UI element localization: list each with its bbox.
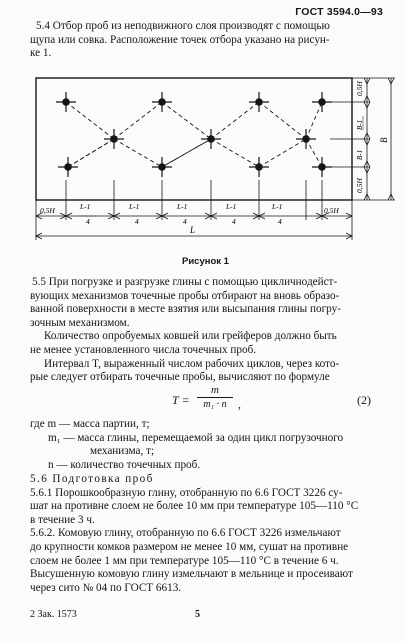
sampling-point bbox=[201, 129, 221, 149]
text-line: Количество опробуемых ковшей или грейферов должно быть bbox=[44, 330, 337, 343]
text-line: где m — масса партии, т; bbox=[30, 418, 150, 430]
section-5-6 bbox=[30, 473, 385, 595]
dim-label: 0,5H bbox=[355, 81, 364, 96]
formula-comma: , bbox=[238, 397, 241, 411]
intro-paragraph bbox=[30, 20, 385, 61]
text-line: Высушенную комовую глину измельчают в мельнице и просеивают bbox=[30, 568, 353, 581]
where-block bbox=[30, 418, 385, 472]
text-line: рые следует отбирать точечные пробы, вычисляют по формуле bbox=[30, 371, 330, 384]
formula-lhs: T = bbox=[172, 393, 190, 407]
text-line: щупа или совка. Расположение точек отбора указано на рисун- bbox=[30, 33, 330, 46]
dim-label: 4 bbox=[86, 217, 90, 226]
sampling-point bbox=[56, 92, 76, 112]
dim-label: B-1 bbox=[356, 119, 364, 130]
text-line: до крупности комков размером не менее 10 мм, сушат на противне bbox=[30, 540, 349, 553]
sampling-point bbox=[312, 157, 332, 177]
dim-label: 0,5H bbox=[324, 206, 339, 215]
sampling-point bbox=[58, 157, 78, 177]
paragraph-5-5 bbox=[30, 276, 385, 385]
dim-label: L-1 bbox=[272, 202, 283, 211]
text-line: n — количество точечных проб. bbox=[48, 458, 201, 471]
text-line: ванной поверхности в месте взятия или высыпания глины погру- bbox=[30, 303, 341, 316]
sampling-points bbox=[56, 92, 332, 177]
dim-label: L-1 bbox=[80, 202, 91, 211]
text-line: шат на противне слоем не более 10 мм при температуре 105—110 °С bbox=[30, 500, 359, 513]
dim-label: 4 bbox=[135, 217, 139, 226]
text-line: через сито № 04 по ГОСТ 6613. bbox=[30, 581, 182, 594]
text-line: m₁ — масса глины, перемещаемой за один цикл погрузочного bbox=[48, 431, 344, 444]
formula-fraction bbox=[197, 385, 233, 410]
formula-number: (2) bbox=[357, 393, 371, 407]
dim-label: 4 bbox=[278, 217, 282, 226]
sampling-diagram bbox=[0, 68, 405, 273]
sampling-point bbox=[152, 92, 172, 112]
sampling-point bbox=[296, 129, 316, 149]
dim-label: 4 bbox=[232, 217, 236, 226]
text-line: Интервал T, выраженный числом рабочих циклов, через кото- bbox=[44, 357, 340, 370]
text-line: 5.4 Отбор проб из неподвижного слоя производят с помощью bbox=[36, 20, 330, 32]
dim-label: B-1 bbox=[356, 149, 364, 160]
text-line: механизма, т; bbox=[90, 445, 155, 458]
text-line: 5.6.2. Комовую глину, отобранную по 6.6 ГОСТ 3226 измельчают bbox=[30, 527, 341, 540]
section-title: 5.6 Подготовка проб bbox=[30, 473, 154, 485]
sampling-point bbox=[312, 92, 332, 112]
dim-label: L-1 bbox=[177, 202, 188, 211]
footer-order: 2 Зак. 1573 bbox=[30, 609, 77, 620]
dim-label: 0,5H bbox=[40, 206, 55, 215]
dim-label: 0,5H bbox=[355, 178, 364, 193]
dim-label-b: B bbox=[379, 137, 389, 143]
text-line: 5.5 При погрузке и разгрузке глины с помощью цикличнодейст- bbox=[32, 276, 338, 288]
sampling-point bbox=[249, 157, 269, 177]
sampling-point bbox=[249, 92, 269, 112]
formula-denominator: m₁ · n bbox=[203, 399, 227, 410]
text-line: зочным механизмом. bbox=[30, 316, 130, 329]
text-line: 5.6.1 Порошкообразную глину, отобранную по 6.6 ГОСТ 3226 су- bbox=[30, 486, 343, 499]
page-number: 5 bbox=[195, 609, 200, 620]
dim-label: 4 bbox=[183, 217, 187, 226]
text-line: вующих механизмов точечные пробы отбирают на вновь образо- bbox=[30, 289, 340, 302]
formula-numerator: m bbox=[211, 384, 219, 396]
sampling-point bbox=[152, 157, 172, 177]
text-line: ке 1. bbox=[30, 47, 52, 60]
text-line: не менее установленного числа точечных проб. bbox=[30, 343, 257, 356]
figure-caption: Рисунок 1 bbox=[182, 256, 229, 267]
document-code: ГОСТ 3594.0—93 bbox=[295, 6, 383, 18]
sampling-point bbox=[104, 129, 124, 149]
dim-label: L-1 bbox=[129, 202, 140, 211]
dim-label: L-1 bbox=[226, 202, 237, 211]
text-line: в течение 3 ч. bbox=[30, 513, 95, 526]
dim-label-l: L bbox=[190, 225, 196, 235]
sampling-grid-lines bbox=[66, 102, 322, 167]
text-line: слоем не более 1 мм при температуре 105—110 °С в течение 6 ч. bbox=[30, 554, 339, 567]
